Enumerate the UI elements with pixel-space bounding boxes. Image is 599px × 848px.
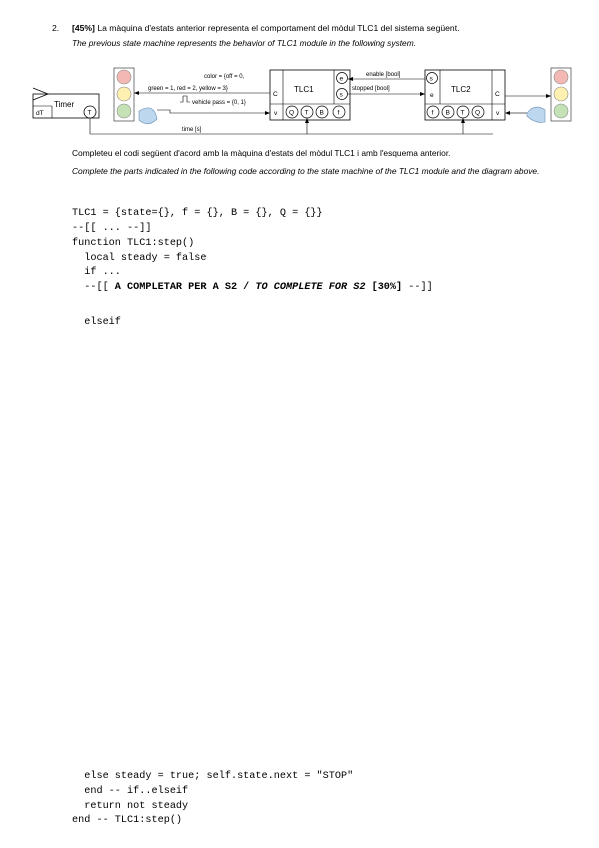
question-text-en: The previous state machine represents the behavior of TLC1 module in the following system. (72, 38, 417, 48)
timer-label: Timer (54, 100, 75, 109)
instructions-ca: Completeu el codi següent d'acord amb la màquina d'estats del mòdul TLC1 i amb l'esquema anterior. (72, 148, 451, 158)
left-traffic-light (114, 68, 134, 121)
tlc2-port-e: e (430, 92, 434, 99)
tlc1-port-e: e (339, 75, 344, 83)
right-vehicle-sensor (527, 107, 545, 122)
code-line-4: local steady = false (72, 253, 207, 264)
code-line-6-bold-ca: A COMPLETAR PER A S2 / (114, 282, 256, 293)
vehicle-pass-label: vehicle pass = {0, 1} (192, 100, 246, 106)
question-text-ca: La màquina d'estats anterior representa el comportament del mòdul TLC1 del sistema següent. (97, 23, 460, 33)
timer-block (33, 88, 99, 118)
code-line-6-bold-en: TO COMPLETE FOR S2 (255, 282, 366, 293)
code-line-10: return not steady (72, 801, 189, 812)
code-line-6-prefix: --[[ (72, 282, 115, 293)
code-line-11: end -- TLC1:step() (72, 815, 183, 826)
code-line-9: end -- if..elseif (72, 786, 189, 797)
time-label: time [s] (182, 127, 202, 133)
tlc1-port-c: C (273, 91, 278, 98)
left-vehicle-sensor (139, 108, 157, 124)
question-header (52, 23, 459, 33)
right-red-lamp (554, 70, 568, 84)
tlc2-block (425, 70, 505, 120)
tlc1-label: TLC1 (294, 85, 314, 94)
stopped-label: stopped [bool] (352, 86, 390, 92)
code-line-5: if ... (72, 267, 121, 278)
tlc1-port-t: T (304, 109, 309, 117)
color-label-1: color = {off = 0, (204, 74, 245, 80)
right-green-lamp (554, 104, 568, 118)
code-line-2: --[[ ... --]] (72, 223, 152, 234)
tlc2-port-b: B (445, 109, 450, 117)
tlc2-label: TLC2 (451, 85, 471, 94)
code-line-6 (72, 282, 433, 294)
tlc2-port-f: f (431, 109, 434, 117)
question-number: 2. (52, 23, 60, 33)
color-label-2: green = 1, red = 2, yellow = 3} (148, 86, 228, 92)
system-diagram (30, 66, 575, 138)
left-green-lamp (117, 104, 131, 118)
code-line-1: TLC1 = {state={}, f = {}, B = {}, Q = {}} (72, 208, 323, 219)
timer-t-port: T (87, 109, 92, 117)
enable-label: enable [bool] (366, 72, 401, 78)
code-line-7: elseif (72, 317, 121, 328)
timer-dt-label: dT (36, 110, 44, 117)
left-yellow-lamp (117, 87, 131, 101)
tlc2-port-v: v (496, 110, 500, 117)
tlc2-port-s: s (429, 75, 433, 83)
code-line-3: function TLC1:step() (72, 238, 195, 249)
instructions-en: Complete the parts indicated in the following code according to the state machine of the TLC1 module and the diagram above. (72, 166, 540, 176)
tlc2-port-t: T (460, 109, 465, 117)
question-weight: [45%] (72, 23, 95, 33)
code-line-8: else steady = true; self.state.next = "STOP" (72, 771, 354, 782)
tlc1-port-q: Q (289, 109, 295, 117)
code-line-6-bold-pct: [30%] (365, 282, 403, 293)
tlc1-port-f: f (337, 109, 340, 117)
tlc2-port-q: Q (475, 109, 481, 117)
tlc1-port-b: B (319, 109, 324, 117)
right-yellow-lamp (554, 87, 568, 101)
tlc1-port-v: v (274, 110, 278, 117)
left-red-lamp (117, 70, 131, 84)
tlc1-block (270, 70, 350, 120)
tlc1-port-s: s (339, 91, 343, 99)
right-traffic-light (551, 68, 571, 121)
tlc2-port-c: C (495, 91, 500, 98)
code-line-6-suffix: --]] (402, 282, 433, 293)
